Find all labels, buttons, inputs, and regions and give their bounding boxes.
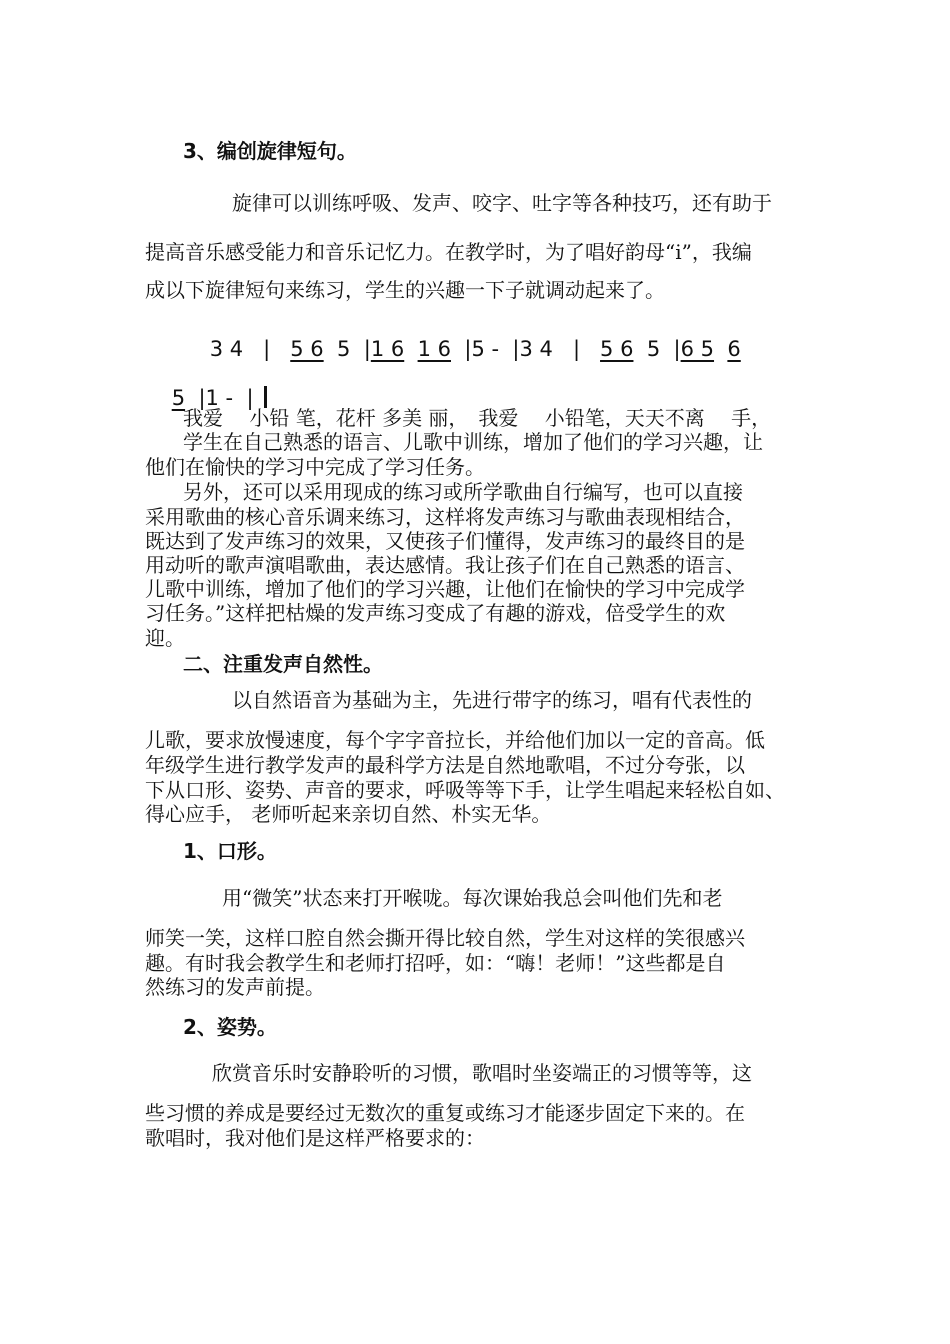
- paragraph-line: 成以下旋律短句来练习，学生的兴趣一下子就调动起来了。: [145, 278, 665, 302]
- note-group: 5 -: [471, 337, 500, 361]
- paragraph-line: 迎。: [145, 626, 185, 650]
- paragraph-line: 习任务。”这样把枯燥的发声练习变成了有趣的游戏，倍受学生的欢: [145, 601, 726, 625]
- paragraph-line: 提高音乐感受能力和音乐记忆力。在教学时，为了唱好韵母“i”，我编: [145, 240, 752, 264]
- numbered-notation-line-1: [183, 313, 741, 385]
- paragraph-line: 既达到了发声练习的效果，又使孩子们懂得，发声练习的最终目的是: [145, 529, 745, 553]
- note: 5: [646, 337, 661, 361]
- paragraph-line: 些习惯的养成是要经过无数次的重复或练习才能逐步固定下来的。在: [145, 1101, 745, 1125]
- note: 5: [337, 337, 351, 361]
- note: 6: [727, 337, 741, 361]
- note-group: 1 6: [370, 337, 405, 361]
- note-group: 3 4: [209, 337, 244, 361]
- note-group: 1 -: [205, 386, 234, 410]
- note-group: 3 4: [519, 337, 553, 361]
- paragraph-line: 歌唱时，我对他们是这样严格要求的：: [145, 1126, 485, 1150]
- paragraph-line: 他们在愉快的学习中完成了学习任务。: [145, 455, 485, 479]
- note: 5: [171, 386, 186, 410]
- paragraph-line: 学生在自己熟悉的语言、儿歌中训练，增加了他们的学习兴趣，让: [183, 430, 763, 454]
- barline: |: [673, 337, 681, 361]
- heading-natural-voice: 二、注重发声自然性。: [183, 652, 383, 676]
- paragraph-line: 另外，还可以采用现成的练习或所学歌曲自行编写，也可以直接: [183, 480, 743, 504]
- paragraph-line: 旋律可以训练呼吸、发声、咬字、吐字等各种技巧，还有助于: [232, 191, 772, 215]
- note-group: 6 5: [680, 337, 715, 361]
- barline: |: [198, 386, 206, 410]
- note-group: 5 6: [600, 337, 634, 361]
- note-group: 1 6: [417, 337, 451, 361]
- lyrics-line: 我爱 小铅 笔，花杆 多美 丽， 我爱 小铅笔，天天不离 手，: [183, 406, 772, 430]
- heading-posture: 2、姿势。: [183, 1015, 277, 1039]
- paragraph-line: 儿歌中训练，增加了他们的学习兴趣，让他们在愉快的学习中完成学: [145, 577, 745, 601]
- heading-melody-phrases: 3、编创旋律短句。: [183, 139, 357, 163]
- paragraph-line: 师笑一笑，这样口腔自然会撕开得比较自然，学生对这样的笑很感兴: [145, 926, 745, 950]
- heading-mouth-shape: 1、口形。: [183, 839, 277, 863]
- paragraph-line: 欣赏音乐时安静聆听的习惯，歌唱时坐姿端正的习惯等等，这: [212, 1061, 752, 1085]
- note-group: 5 6: [290, 337, 324, 361]
- paragraph-line: 采用歌曲的核心音乐调来练习，这样将发声练习与歌曲表现相结合，: [145, 505, 745, 529]
- paragraph-line: 用动听的歌声演唱歌曲，表达感情。我让孩子们在自己熟悉的语言、: [145, 553, 745, 577]
- paragraph-line: 用“微笑”状态来打开喉咙。每次课始我总会叫他们先和老: [222, 886, 723, 910]
- barline: |: [246, 386, 254, 410]
- barline: |: [464, 337, 472, 361]
- paragraph-line: 得心应手， 老师听起来亲切自然、朴实无华。: [145, 802, 552, 826]
- paragraph-line: 然练习的发声前提。: [145, 975, 325, 999]
- barline: |: [263, 337, 271, 361]
- barline: |: [512, 337, 520, 361]
- paragraph-line: 儿歌，要求放慢速度，每个字字音拉长，并给他们加以一定的音高。低: [145, 728, 765, 752]
- paragraph-line: 趣。有时我会教学生和老师打招呼，如：“嗨！老师！”这些都是自: [145, 951, 726, 975]
- barline: |: [572, 337, 581, 361]
- paragraph-line: 年级学生进行教学发声的最科学方法是自然地歌唱，不过分夸张，以: [145, 753, 745, 777]
- barline: |: [363, 337, 371, 361]
- paragraph-line: 下从口形、姿势、声音的要求，呼吸等等下手，让学生唱起来轻松自如、: [145, 778, 785, 802]
- paragraph-line: 以自然语音为基础为主，先进行带字的练习，唱有代表性的: [232, 688, 752, 712]
